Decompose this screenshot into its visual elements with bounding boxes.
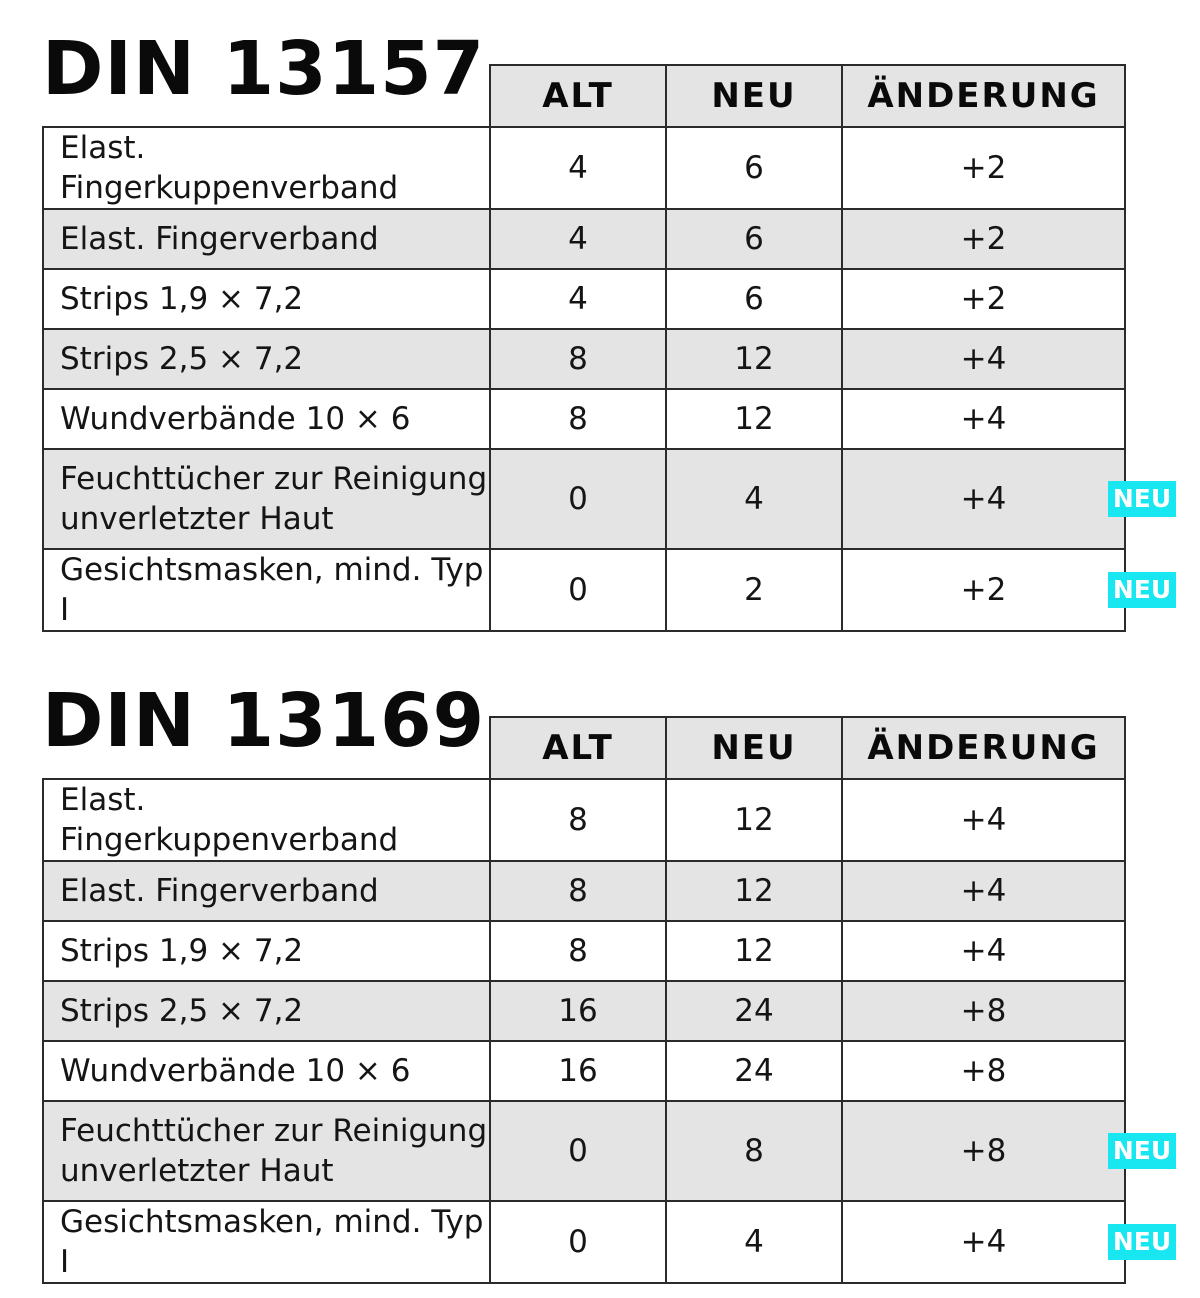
row-change-cell xyxy=(842,209,1125,269)
row-alt-value: 0 xyxy=(490,1101,666,1201)
row-alt-value: 8 xyxy=(490,861,666,921)
table-row xyxy=(43,921,1125,981)
row-label: Wundverbände 10 × 6 xyxy=(43,389,490,449)
table-row xyxy=(43,329,1125,389)
header-aenderung: ÄNDERUNG xyxy=(842,717,1125,779)
row-change-value: +4 xyxy=(960,401,1007,437)
table-row xyxy=(43,269,1125,329)
row-neu-value: 6 xyxy=(666,127,842,209)
din-13157-table xyxy=(42,64,1172,632)
table-row xyxy=(43,1201,1125,1283)
row-neu-value: 12 xyxy=(666,389,842,449)
row-neu-value: 4 xyxy=(666,449,842,549)
row-change-value: +2 xyxy=(960,281,1007,317)
row-change-cell xyxy=(842,127,1125,209)
row-change-cell xyxy=(842,921,1125,981)
row-neu-value: 12 xyxy=(666,329,842,389)
row-change-value: +4 xyxy=(960,1224,1007,1260)
row-alt-value: 8 xyxy=(490,779,666,861)
table-row xyxy=(43,209,1125,269)
row-change-cell xyxy=(842,1041,1125,1101)
row-change-value: +4 xyxy=(960,933,1007,969)
din-13169-table xyxy=(42,716,1172,1284)
table-row xyxy=(43,779,1125,861)
table-row xyxy=(43,861,1125,921)
row-neu-value: 12 xyxy=(666,921,842,981)
row-change-cell xyxy=(842,1201,1172,1283)
header-aenderung: ÄNDERUNG xyxy=(842,65,1125,127)
row-neu-value: 24 xyxy=(666,1041,842,1101)
row-alt-value: 16 xyxy=(490,981,666,1041)
table-row xyxy=(43,981,1125,1041)
row-alt-value: 4 xyxy=(490,209,666,269)
table-row xyxy=(43,449,1125,549)
table-row xyxy=(43,389,1125,449)
row-alt-value: 8 xyxy=(490,389,666,449)
row-label: Strips 1,9 × 7,2 xyxy=(43,921,490,981)
row-change-cell xyxy=(842,329,1125,389)
row-change-cell xyxy=(842,449,1172,549)
neu-badge: NEU xyxy=(1108,481,1176,517)
table-row xyxy=(43,1101,1125,1201)
row-change-value: +4 xyxy=(960,341,1007,377)
row-change-cell xyxy=(842,779,1125,861)
row-neu-value: 6 xyxy=(666,269,842,329)
row-change-cell xyxy=(842,981,1125,1041)
row-neu-value: 2 xyxy=(666,549,842,631)
row-label: Wundverbände 10 × 6 xyxy=(43,1041,490,1101)
row-change-value: +2 xyxy=(960,221,1007,257)
row-neu-value: 24 xyxy=(666,981,842,1041)
row-label: Feuchttücher zur Reinigung unverletzter Haut xyxy=(43,449,490,549)
row-alt-value: 0 xyxy=(490,449,666,549)
row-change-cell xyxy=(842,549,1172,631)
row-change-value: +4 xyxy=(960,802,1007,838)
row-alt-value: 8 xyxy=(490,329,666,389)
row-label: Elast. Fingerkuppenverband xyxy=(43,779,490,861)
table-header-row xyxy=(43,65,1125,127)
row-alt-value: 8 xyxy=(490,921,666,981)
row-label: Elast. Fingerverband xyxy=(43,861,490,921)
row-alt-value: 4 xyxy=(490,269,666,329)
row-alt-value: 16 xyxy=(490,1041,666,1101)
header-blank-cell xyxy=(43,717,490,779)
table-row xyxy=(43,1041,1125,1101)
row-label: Strips 1,9 × 7,2 xyxy=(43,269,490,329)
row-change-cell xyxy=(842,389,1125,449)
row-change-value: +8 xyxy=(960,1133,1007,1169)
row-alt-value: 0 xyxy=(490,1201,666,1283)
row-neu-value: 12 xyxy=(666,861,842,921)
table-header-row xyxy=(43,717,1125,779)
table-row xyxy=(43,127,1125,209)
row-label: Elast. Fingerkuppenverband xyxy=(43,127,490,209)
table-row xyxy=(43,549,1125,631)
row-change-value: +2 xyxy=(960,150,1007,186)
row-label: Strips 2,5 × 7,2 xyxy=(43,981,490,1041)
row-label: Elast. Fingerverband xyxy=(43,209,490,269)
row-neu-value: 4 xyxy=(666,1201,842,1283)
header-neu: NEU xyxy=(666,717,842,779)
row-neu-value: 8 xyxy=(666,1101,842,1201)
row-label: Gesichtsmasken, mind. Typ I xyxy=(43,549,490,631)
row-change-cell xyxy=(842,861,1125,921)
header-neu: NEU xyxy=(666,65,842,127)
row-change-cell xyxy=(842,1101,1172,1201)
row-label: Strips 2,5 × 7,2 xyxy=(43,329,490,389)
header-alt: ALT xyxy=(490,717,666,779)
row-label: Feuchttücher zur Reinigung unverletzter Haut xyxy=(43,1101,490,1201)
row-neu-value: 12 xyxy=(666,779,842,861)
section-title: DIN 13157 xyxy=(42,26,486,112)
row-label: Gesichtsmasken, mind. Typ I xyxy=(43,1201,490,1283)
neu-badge: NEU xyxy=(1108,1224,1176,1260)
row-change-value: +2 xyxy=(960,572,1007,608)
row-change-value: +4 xyxy=(960,481,1007,517)
row-change-cell xyxy=(842,269,1125,329)
row-change-value: +8 xyxy=(960,993,1007,1029)
row-change-value: +4 xyxy=(960,873,1007,909)
section-title: DIN 13169 xyxy=(42,678,486,764)
row-change-value: +8 xyxy=(960,1053,1007,1089)
neu-badge: NEU xyxy=(1108,572,1176,608)
row-alt-value: 4 xyxy=(490,127,666,209)
neu-badge: NEU xyxy=(1108,1133,1176,1169)
row-neu-value: 6 xyxy=(666,209,842,269)
row-alt-value: 0 xyxy=(490,549,666,631)
header-blank-cell xyxy=(43,65,490,127)
header-alt: ALT xyxy=(490,65,666,127)
